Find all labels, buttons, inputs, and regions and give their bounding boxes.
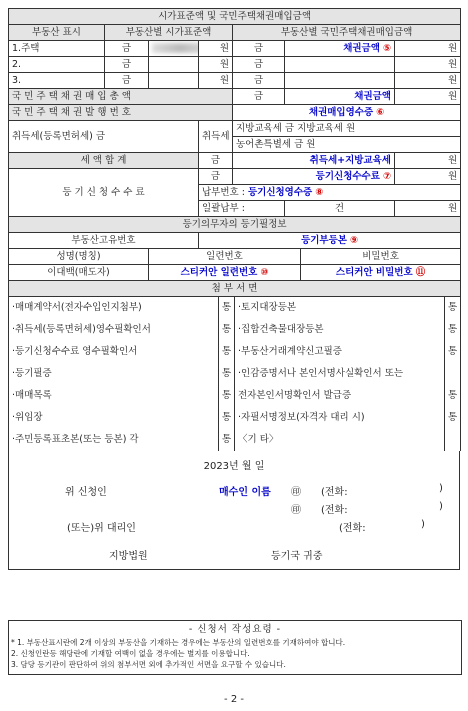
property-row-label: 3. xyxy=(9,73,105,89)
fee-payment-number[interactable] xyxy=(199,185,461,201)
unique-no-text: 등기부등본 xyxy=(301,234,347,246)
applicant-name[interactable]: 매수인 이름 xyxy=(219,487,271,498)
application-date[interactable]: 2023년 월 일 xyxy=(203,461,265,472)
attachment-left-name: ·등기신청수수료 영수필확인서 xyxy=(9,341,219,363)
unique-no-field[interactable] xyxy=(199,233,461,249)
bond-unit: 원 xyxy=(395,73,461,89)
bond-unit: 원 xyxy=(395,41,461,57)
bond-total-unit: 원 xyxy=(395,89,461,105)
attachment-left-count[interactable]: 통 xyxy=(219,429,235,451)
applicant-phone-label: (전화: xyxy=(321,487,348,498)
attachment-right-name: 〈기 타〉 xyxy=(235,429,445,451)
bond-amount-field[interactable] xyxy=(285,57,395,73)
attachment-row xyxy=(9,407,461,429)
attachment-row xyxy=(9,341,461,363)
attachment-right-name: ·부동산거래계약신고필증 xyxy=(235,341,445,363)
attachment-left-name: ·등기필증 xyxy=(9,363,219,385)
serial-col-label: 일련번호 xyxy=(149,249,301,265)
rural-tax-row[interactable]: 농어촌특별세 금 원 xyxy=(233,137,461,153)
fee-amount-text: 등기신청수수료 xyxy=(315,170,380,182)
duty-info-title: 등기의무자의 등기필정보 xyxy=(9,217,461,233)
mark-7: ⑦ xyxy=(382,170,391,182)
col-header-property: 부동산 표시 xyxy=(9,25,105,41)
attachment-right-name: ·토지대장등본 xyxy=(235,297,445,319)
fee-won-label: 금 xyxy=(199,169,233,185)
attachment-left-name: ·위임장 xyxy=(9,407,219,429)
fee-unit: 원 xyxy=(395,169,461,185)
bond-issue-text: 채권매입영수증 xyxy=(308,106,374,118)
tax-total-field[interactable]: 취득세+지방교육세 xyxy=(233,153,395,169)
attachment-right-name: 전자본인서명확인서 발급증 xyxy=(235,385,445,407)
mark-10: ⑩ xyxy=(260,266,269,278)
instruction-line: * 1. 부동산표시란에 2개 이상의 부동산을 기재하는 경우에는 부동산의 일련번호를 기재하여야 합니다. xyxy=(11,638,346,647)
col-header-value: 부동산별 시가표준액 xyxy=(105,25,233,41)
attachment-right-count[interactable]: 통 xyxy=(445,407,461,429)
attachment-left-name: ·주민등록표초본(또는 등본) 각 xyxy=(9,429,219,451)
value-amount-field[interactable] xyxy=(149,73,199,89)
password-col-label: 비밀번호 xyxy=(301,249,461,265)
attachment-right-count[interactable]: 통 xyxy=(445,319,461,341)
attachment-left-count[interactable]: 통 xyxy=(219,341,235,363)
attachment-left-count[interactable]: 통 xyxy=(219,319,235,341)
unique-no-label: 부동산고유번호 xyxy=(9,233,199,249)
signature-section xyxy=(8,451,460,570)
bond-amount-field[interactable] xyxy=(285,41,395,57)
attachment-left-name: ·매매계약서(전자수입인지첨부) xyxy=(9,297,219,319)
form-table xyxy=(8,8,461,297)
attachment-right-count[interactable]: 통 xyxy=(445,297,461,319)
attachment-row xyxy=(9,297,461,319)
mark-9: ⑨ xyxy=(350,234,359,246)
applicant-label: 위 신청인 xyxy=(65,487,107,498)
fee-payno-text: 등기신청영수증 xyxy=(247,186,313,198)
bond-total-label: 국 민 주 택 채 권 매 입 총 액 xyxy=(9,89,233,105)
applicant-phone-close: ) xyxy=(439,483,443,494)
registry-office: 등기국 귀중 xyxy=(271,551,323,562)
bond-won-label: 금 xyxy=(233,41,285,57)
attachment-row xyxy=(9,385,461,407)
instruction-line: 2. 신청인란등 해당란에 기재할 여백이 없을 경우에는 별지를 이용합니다. xyxy=(11,649,250,658)
serial-text: 스티커안 일련번호 xyxy=(180,266,258,278)
property-row-label: 1.주택 xyxy=(9,41,105,57)
bond-total-won-label: 금 xyxy=(233,89,285,105)
attachments-table xyxy=(8,297,461,451)
attachment-left-name: ·취득세(등록면허세)영수필확인서 xyxy=(9,319,219,341)
value-won-label: 금 xyxy=(105,73,149,89)
password-field[interactable] xyxy=(301,265,461,281)
password-text: 스티커안 비밀번호 xyxy=(335,266,413,278)
attachment-row xyxy=(9,429,461,451)
tax-total-won-label: 금 xyxy=(199,153,233,169)
serial-field[interactable] xyxy=(149,265,301,281)
agent-label: (또는)위 대리인 xyxy=(67,523,136,534)
fee-label: 등 기 신 청 수 수 료 xyxy=(9,169,199,217)
value-unit: 원 xyxy=(199,57,233,73)
value-won-label: 금 xyxy=(105,57,149,73)
fee-payno-label: 납부번호 : xyxy=(202,186,245,198)
value-amount-field[interactable] xyxy=(149,41,199,57)
education-tax-row[interactable]: 지방교육세 금 지방교육세 원 xyxy=(233,121,461,137)
acquisition-tax-label: 취득세(등록면허세) 금 xyxy=(9,121,199,153)
attachment-right-name: ·자필서명정보(자격자 대리 시) xyxy=(235,407,445,429)
attachment-left-count[interactable]: 통 xyxy=(219,385,235,407)
instructions-box xyxy=(8,620,462,675)
attachment-row xyxy=(9,319,461,341)
tax-total-unit: 원 xyxy=(395,153,461,169)
instructions-title: - 신청서 작성요령 - xyxy=(188,624,282,635)
bond-won-label: 금 xyxy=(233,57,285,73)
mark-11: ⑪ xyxy=(415,266,426,278)
fee-amount-field[interactable] xyxy=(233,169,395,185)
mark-5: ⑤ xyxy=(382,42,391,54)
applicant2-seal: ㊞ xyxy=(291,505,301,516)
attachment-right-name: ·인감증명서나 본인서명사실확인서 또는 xyxy=(235,363,445,385)
attachment-right-name: ·집합건축물대장등본 xyxy=(235,319,445,341)
instruction-line: 3. 담당 등기관이 판단하여 위의 첨부서면 외에 추가적인 서면을 요구할 수 있습니다. xyxy=(11,660,286,669)
agent-phone-close: ) xyxy=(421,519,425,530)
value-unit: 원 xyxy=(199,41,233,57)
bond-won-label: 금 xyxy=(233,73,285,89)
section-title: 시가표준액 및 국민주택채권매입금액 xyxy=(9,9,461,25)
page-number: - 2 - xyxy=(224,694,244,705)
attachment-right-count[interactable]: 통 xyxy=(445,341,461,363)
attachment-left-name: ·매매목록 xyxy=(9,385,219,407)
seller-name[interactable]: 이대백(매도자) xyxy=(9,265,149,281)
applicant-seal: ㊞ xyxy=(291,487,301,498)
bond-amount-text: 채권금액 xyxy=(343,42,380,54)
redacted-amount xyxy=(152,43,199,53)
col-header-bond: 부동산별 국민주택채권매입금액 xyxy=(233,25,461,41)
attachment-right-count[interactable] xyxy=(445,429,461,451)
bond-issue-field[interactable] xyxy=(233,105,461,121)
agent-phone-label: (전화: xyxy=(339,523,366,534)
acquisition-tax-unit[interactable]: 취득세 xyxy=(199,121,233,153)
bond-unit: 원 xyxy=(395,57,461,73)
bond-total-field[interactable]: 채권금액 xyxy=(285,89,395,105)
value-unit: 원 xyxy=(199,73,233,89)
bulk-payment-label: 일괄납부 : xyxy=(199,201,285,217)
tax-total-label: 세 액 합 계 xyxy=(9,153,199,169)
bond-issue-label: 국 민 주 택 채 권 발 행 번 호 xyxy=(9,105,233,121)
attachment-left-count[interactable]: 통 xyxy=(219,407,235,429)
applicant2-phone-close: ) xyxy=(439,501,443,512)
attachments-title: 첨 부 서 면 xyxy=(9,281,461,297)
attachment-row xyxy=(9,363,461,385)
applicant2-phone-label: (전화: xyxy=(321,505,348,516)
registration-form xyxy=(8,8,460,570)
attachment-right-count[interactable]: 통 xyxy=(445,385,461,407)
bulk-payment-unit: 원 xyxy=(395,201,461,217)
property-row-label: 2. xyxy=(9,57,105,73)
bond-amount-field[interactable] xyxy=(285,73,395,89)
value-won-label: 금 xyxy=(105,41,149,57)
bulk-payment-count[interactable]: 건 xyxy=(285,201,395,217)
value-amount-field[interactable] xyxy=(149,57,199,73)
attachment-left-count[interactable]: 통 xyxy=(219,297,235,319)
name-col-label: 성명(명칭) xyxy=(9,249,149,265)
court-name: 지방법원 xyxy=(109,551,148,562)
mark-8: ⑧ xyxy=(315,186,324,198)
mark-6: ⑥ xyxy=(376,106,385,118)
attachment-right-count[interactable] xyxy=(445,363,461,385)
attachment-left-count[interactable]: 통 xyxy=(219,363,235,385)
